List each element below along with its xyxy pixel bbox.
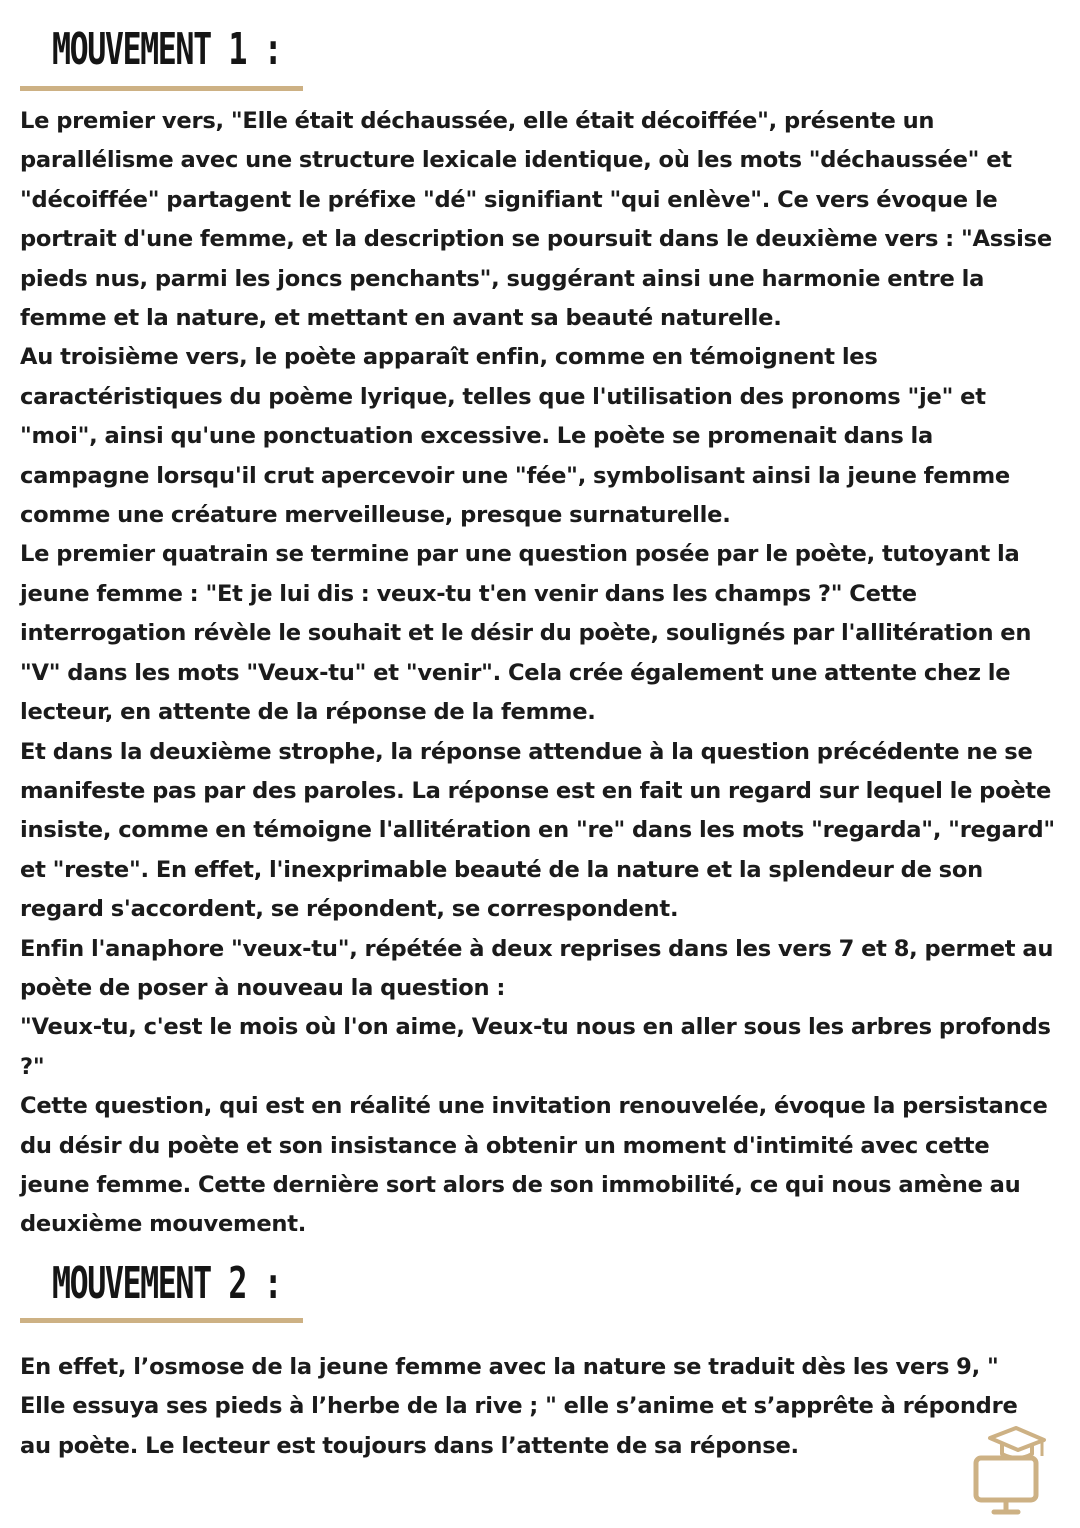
paragraph: Le premier vers, "Elle était déchaussée, elle était décoiffée", présente un parallélisme avec une structure lexicale identique, où les mots "déchaussée" et "décoiffée" partagent le préfixe "dé" signifiant "qui enlève". Ce vers évoque le portrait d'une femme, et la description se poursuit dans le deuxième vers : "Assise pieds nus, parmi les joncs penchants", suggérant ainsi une harmonie entre la femme et la nature, et mettant en avant sa beauté naturelle.: [20, 108, 1052, 332]
section-1-heading: MOUVEMENT 1 :: [52, 24, 282, 75]
paragraph: Le premier quatrain se termine par une question posée par le poète, tutoyant la jeune femme : "Et je lui dis : veux-tu t'en venir dans les champs ?" Cette interrogation révèle le souhait et le désir du poète, soulignés par l'allitération en "V" dans les mots "Veux-tu" et "venir". Cela crée également une attente chez le lecteur, en attente de la réponse de la femme.: [20, 541, 1032, 726]
paragraph: Enfin l'anaphore "veux-tu", répétée à deux reprises dans les vers 7 et 8, permet au poète de poser à nouveau la question :: [20, 935, 1054, 1001]
paragraph: Au troisième vers, le poète apparaît enfin, comme en témoignent les caractéristiques du poème lyrique, telles que l'utilisation des pronoms "je" et "moi", ainsi qu'une ponctuation excessive. Le poète se promenait dans la campagne lorsqu'il crut apercevoir une "fée", symbolisant ainsi la jeune femme comme une créature merveilleuse, presque surnaturelle.: [20, 344, 1010, 529]
paragraph: En effet, l’osmose de la jeune femme avec la nature se traduit dès les vers 9, " Elle essuya ses pieds à l’herbe de la rive ; " elle s’anime et s’apprête à répondre au poète. Le lecteur est toujours dans l’attente de sa réponse.: [20, 1354, 1018, 1459]
paragraph: Et dans la deuxième strophe, la réponse attendue à la question précédente ne se manifeste pas par des paroles. La réponse est en fait un regard sur lequel le poète insiste, comme en témoigne l'allitération en "re" dans les mots "regarda", "regard" et "reste". En effet, l'inexprimable beauté de la nature et la splendeur de son regard s'accordent, se répondent, se correspondent.: [20, 738, 1055, 923]
section-1-underline: [20, 86, 303, 91]
quotation: "Veux-tu, c'est le mois où l'on aime, Veux-tu nous en aller sous les arbres profonds ?": [20, 1014, 1051, 1080]
section-2-body: [20, 1348, 1020, 1466]
section-2-underline: [20, 1318, 303, 1323]
paragraph: Cette question, qui est en réalité une invitation renouvelée, évoque la persistance du désir du poète et son insistance à obtenir un moment d'intimité avec cette jeune femme. Cette dernière sort alors de son immobilité, ce qui nous amène au deuxième mouvement.: [20, 1093, 1048, 1238]
section-1-body: [20, 102, 1065, 1245]
section-2-heading: MOUVEMENT 2 :: [52, 1258, 282, 1309]
graduation-cap-monitor-icon: [968, 1424, 1052, 1516]
